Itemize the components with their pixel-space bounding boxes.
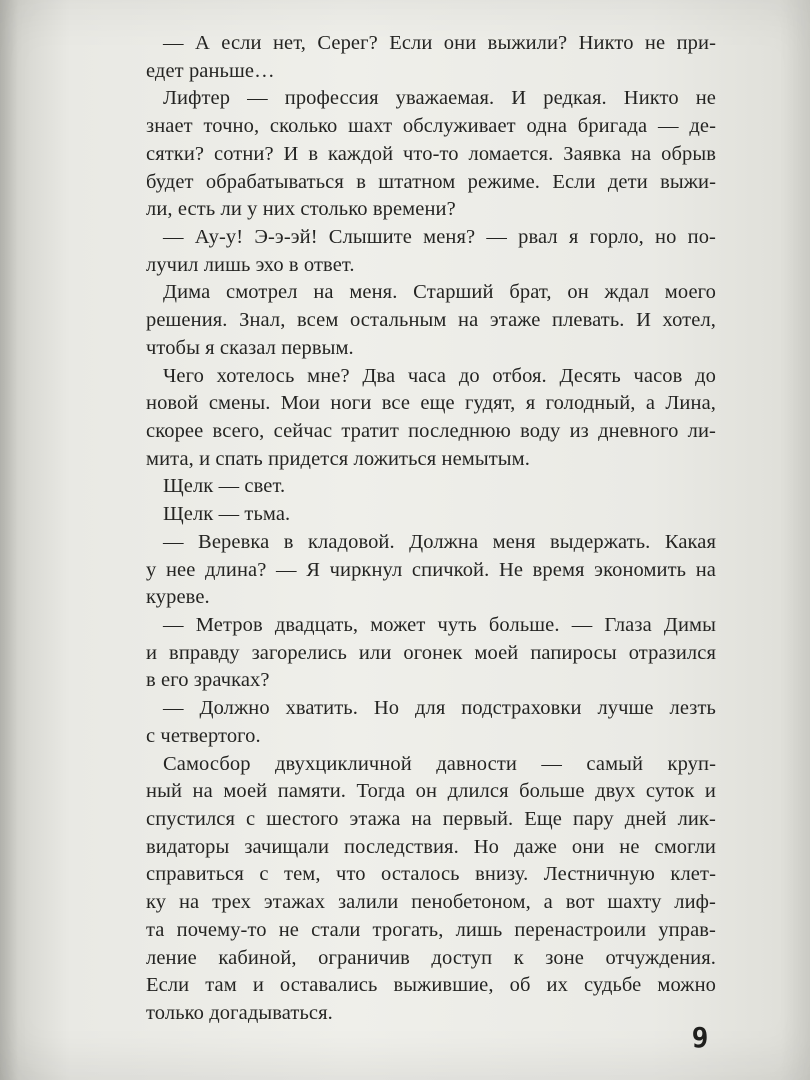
text-line: только догадываться. xyxy=(146,1002,333,1024)
text-line: в его зрачках? xyxy=(146,669,270,692)
text-line: и вправду загорелись или огонек моей папиросы отразился xyxy=(146,641,716,664)
text-line: ку на трех этажах залили пенобетоном, а вот шахту лиф- xyxy=(146,891,716,914)
page-number: 9 xyxy=(691,1021,709,1054)
text-line: Дима смотрел на меня. Старший брат, он ждал моего xyxy=(163,281,716,304)
text-line: — Ау-у! Э-э-эй! Слышите меня? — рвал я горло, но по- xyxy=(163,226,716,248)
text-line: — Веревка в кладовой. Должна меня выдержать. Какая xyxy=(163,530,716,553)
text-line: ление кабиной, ограничив доступ к зоне отчуждения. xyxy=(146,946,716,969)
text-line: — Метров двадцать, может чуть больше. — Глаза Димы xyxy=(163,614,716,636)
text-line: скорее всего, сейчас тратит последнюю воду из дневного ли- xyxy=(146,420,716,442)
text-line: Если там и оставались выжившие, об их судьбе можно xyxy=(146,974,716,997)
text-line: мита, и спать придется ложиться немытым. xyxy=(146,447,530,470)
text-line: ли, есть ли у них столько времени? xyxy=(146,198,456,221)
text-line: справиться с тем, что осталось внизу. Лестничную клет- xyxy=(146,863,716,886)
text-line: Чего хотелось мне? Два часа до отбоя. Десять часов до xyxy=(163,364,716,387)
text-line: Лифтер — профессия уважаемая. И редкая. Никто не xyxy=(163,87,716,110)
text-line: видаторы зачищали последствия. Но даже они не смогли xyxy=(146,835,716,858)
text-line: решения. Знал, всем остальным на этаже плевать. И хотел, xyxy=(146,309,716,332)
text-line: у нее длина? — Я чиркнул спичкой. Не время экономить на xyxy=(146,558,716,581)
text-line: Самосбор двухцикличной давности — самый круп- xyxy=(163,752,716,775)
text-line: — А если нет, Серег? Если они выжили? Никто не при- xyxy=(163,32,716,54)
text-line: — Должно хватить. Но для подстраховки лучше лезть xyxy=(163,697,716,720)
text-line: сятки? сотни? И в каждой что-то ломается. Заявка на обрыв xyxy=(146,142,716,165)
text-line: Щелк — тьма. xyxy=(163,503,291,526)
text-line: лучил лишь эхо в ответ. xyxy=(146,253,355,276)
text-line: ный на моей памяти. Тогда он длился больше двух суток и xyxy=(146,780,716,803)
text-line: спустился с шестого этажа на первый. Еще пару дней лик- xyxy=(146,808,716,830)
text-line: едет раньше… xyxy=(146,59,275,82)
text-line: будет обрабатываться в штатном режиме. Если дети выжи- xyxy=(146,170,716,193)
text-line: куреве. xyxy=(146,586,210,609)
text-line: новой смены. Мои ноги все еще гудят, я голодный, а Лина, xyxy=(146,392,716,415)
text-line: та почему-то не стали трогать, лишь перенастроили управ- xyxy=(146,918,716,941)
text-line: чтобы я сказал первым. xyxy=(146,336,354,359)
text-line: с четвертого. xyxy=(146,724,261,747)
text-line: знает точно, сколько шахт обслуживает одна бригада — де- xyxy=(146,115,716,138)
text-line: Щелк — свет. xyxy=(163,475,286,498)
